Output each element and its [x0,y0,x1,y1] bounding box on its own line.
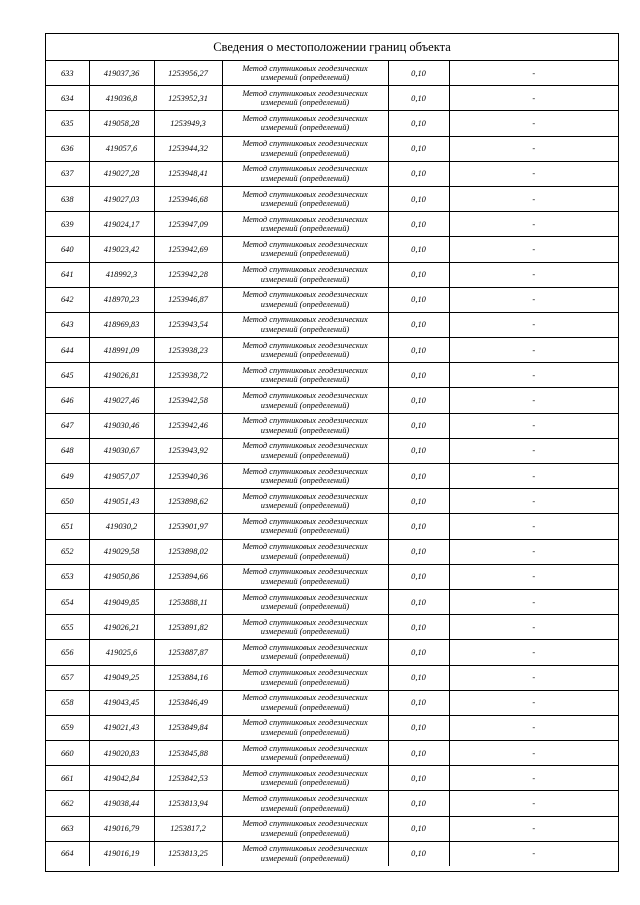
note-cell: - [449,413,618,438]
precision-cell: 0,10 [388,186,449,211]
note-cell: - [449,715,618,740]
method-cell [222,338,388,363]
y-coordinate-cell: 1253942,58 [154,388,222,413]
x-coordinate-cell: 419030,67 [89,438,154,463]
point-number-cell: 643 [46,312,89,337]
y-coordinate-cell: 1253940,36 [154,464,222,489]
note-cell: - [449,766,618,791]
precision-cell: 0,10 [388,816,449,841]
method-cell [222,539,388,564]
method-cell [222,791,388,816]
table-row [46,766,618,791]
y-coordinate-cell: 1253944,32 [154,136,222,161]
point-number-cell: 663 [46,816,89,841]
y-coordinate-cell: 1253849,84 [154,715,222,740]
x-coordinate-cell: 419016,19 [89,841,154,866]
precision-cell: 0,10 [388,791,449,816]
method-line-1: Метод спутниковых геодезических [242,642,368,652]
table-row [46,665,618,690]
method-line-1: Метод спутниковых геодезических [242,819,368,829]
method-line-2: измерений (определений) [260,299,350,309]
x-coordinate-cell: 419027,28 [89,161,154,186]
method-line-1: Метод спутниковых геодезических [242,290,368,300]
method-line-1: Метод спутниковых геодезических [242,441,368,451]
method-line-2: измерений (определений) [260,450,350,460]
method-line-2: измерений (определений) [260,627,350,637]
x-coordinate-cell: 419016,79 [89,816,154,841]
y-coordinate-cell: 1253942,69 [154,237,222,262]
table-row [46,564,618,589]
table-row [46,816,618,841]
note-cell: - [449,388,618,413]
method-line-1: Метод спутниковых геодезических [242,693,368,703]
method-line-1: Метод спутниковых геодезических [242,542,368,552]
precision-cell: 0,10 [388,464,449,489]
table-row [46,262,618,287]
precision-cell: 0,10 [388,741,449,766]
note-cell: - [449,161,618,186]
table-row [46,287,618,312]
method-cell [222,161,388,186]
x-coordinate-cell: 419049,25 [89,665,154,690]
note-cell: - [449,816,618,841]
method-line-2: измерений (определений) [260,602,350,612]
y-coordinate-cell: 1253842,53 [154,766,222,791]
method-line-1: Метод спутниковых геодезических [242,491,368,501]
table-row [46,640,618,665]
point-number-cell: 661 [46,766,89,791]
method-line-1: Метод спутниковых геодезических [242,718,368,728]
y-coordinate-cell: 1253845,88 [154,741,222,766]
table-row [46,589,618,614]
method-cell [222,665,388,690]
y-coordinate-cell: 1253887,87 [154,640,222,665]
method-line-1: Метод спутниковых геодезических [242,164,368,174]
precision-cell: 0,10 [388,615,449,640]
x-coordinate-cell: 418992,3 [89,262,154,287]
method-line-2: измерений (определений) [260,778,350,788]
method-line-1: Метод спутниковых геодезических [242,844,368,854]
point-number-cell: 633 [46,61,89,86]
x-coordinate-cell: 419057,6 [89,136,154,161]
note-cell: - [449,589,618,614]
point-number-cell: 648 [46,438,89,463]
note-cell: - [449,564,618,589]
document-sheet [45,33,619,872]
method-line-1: Метод спутниковых геодезических [242,189,368,199]
precision-cell: 0,10 [388,539,449,564]
table-row [46,715,618,740]
method-line-1: Метод спутниковых геодезических [242,315,368,325]
precision-cell: 0,10 [388,86,449,111]
note-cell: - [449,791,618,816]
method-cell [222,766,388,791]
table-row [46,86,618,111]
y-coordinate-cell: 1253938,23 [154,338,222,363]
method-line-1: Метод спутниковых геодезических [242,416,368,426]
method-cell [222,715,388,740]
note-cell: - [449,665,618,690]
method-cell [222,111,388,136]
method-line-2: измерений (определений) [260,526,350,536]
note-cell: - [449,690,618,715]
method-line-1: Метод спутниковых геодезических [242,139,368,149]
point-number-cell: 645 [46,363,89,388]
point-number-cell: 642 [46,287,89,312]
precision-cell: 0,10 [388,212,449,237]
point-number-cell: 634 [46,86,89,111]
point-number-cell: 641 [46,262,89,287]
point-number-cell: 640 [46,237,89,262]
table-row [46,338,618,363]
method-line-1: Метод спутниковых геодезических [242,668,368,678]
y-coordinate-cell: 1253884,16 [154,665,222,690]
method-line-2: измерений (определений) [260,199,350,209]
table-row [46,489,618,514]
precision-cell: 0,10 [388,665,449,690]
x-coordinate-cell: 419030,46 [89,413,154,438]
precision-cell: 0,10 [388,640,449,665]
precision-cell: 0,10 [388,262,449,287]
method-line-2: измерений (определений) [260,652,350,662]
method-cell [222,61,388,86]
precision-cell: 0,10 [388,514,449,539]
x-coordinate-cell: 419026,21 [89,615,154,640]
x-coordinate-cell: 419030,2 [89,514,154,539]
method-cell [222,363,388,388]
method-line-2: измерений (определений) [260,375,350,385]
point-number-cell: 638 [46,186,89,211]
method-cell [222,86,388,111]
point-number-cell: 644 [46,338,89,363]
y-coordinate-cell: 1253946,68 [154,186,222,211]
point-number-cell: 653 [46,564,89,589]
point-number-cell: 660 [46,741,89,766]
method-line-2: измерений (определений) [260,677,350,687]
note-cell: - [449,212,618,237]
y-coordinate-cell: 1253846,49 [154,690,222,715]
note-cell: - [449,363,618,388]
method-line-1: Метод спутниковых геодезических [242,768,368,778]
precision-cell: 0,10 [388,841,449,866]
method-line-1: Метод спутниковых геодезических [242,794,368,804]
point-number-cell: 651 [46,514,89,539]
y-coordinate-cell: 1253813,25 [154,841,222,866]
method-line-1: Метод спутниковых геодезических [242,391,368,401]
y-coordinate-cell: 1253888,11 [154,589,222,614]
point-number-cell: 639 [46,212,89,237]
method-line-2: измерений (определений) [260,727,350,737]
note-cell: - [449,86,618,111]
x-coordinate-cell: 419043,45 [89,690,154,715]
method-cell [222,741,388,766]
x-coordinate-cell: 419024,17 [89,212,154,237]
method-line-1: Метод спутниковых геодезических [242,239,368,249]
note-cell: - [449,841,618,866]
table-title: Сведения о местоположении границ объекта [46,34,618,61]
x-coordinate-cell: 419042,84 [89,766,154,791]
method-line-2: измерений (определений) [260,702,350,712]
precision-cell: 0,10 [388,111,449,136]
note-cell: - [449,464,618,489]
method-line-1: Метод спутниковых геодезических [242,63,368,73]
x-coordinate-cell: 419027,46 [89,388,154,413]
note-cell: - [449,136,618,161]
table-row [46,514,618,539]
y-coordinate-cell: 1253942,28 [154,262,222,287]
note-cell: - [449,186,618,211]
y-coordinate-cell: 1253938,72 [154,363,222,388]
table-row [46,161,618,186]
method-cell [222,816,388,841]
x-coordinate-cell: 419023,42 [89,237,154,262]
x-coordinate-cell: 419049,85 [89,589,154,614]
method-line-2: измерений (определений) [260,173,350,183]
table-row [46,791,618,816]
y-coordinate-cell: 1253894,66 [154,564,222,589]
note-cell: - [449,312,618,337]
table-row [46,186,618,211]
precision-cell: 0,10 [388,388,449,413]
method-line-1: Метод спутниковых геодезических [242,516,368,526]
y-coordinate-cell: 1253942,46 [154,413,222,438]
method-line-2: измерений (определений) [260,249,350,259]
x-coordinate-cell: 419051,43 [89,489,154,514]
method-line-1: Метод спутниковых геодезических [242,617,368,627]
method-cell [222,514,388,539]
method-cell [222,413,388,438]
method-line-2: измерений (определений) [260,274,350,284]
x-coordinate-cell: 419036,8 [89,86,154,111]
method-line-1: Метод спутниковых геодезических [242,88,368,98]
point-number-cell: 657 [46,665,89,690]
table-row [46,539,618,564]
precision-cell: 0,10 [388,287,449,312]
method-cell [222,388,388,413]
method-line-2: измерений (определений) [260,476,350,486]
point-number-cell: 646 [46,388,89,413]
method-cell [222,615,388,640]
point-number-cell: 654 [46,589,89,614]
point-number-cell: 647 [46,413,89,438]
table-row [46,237,618,262]
note-cell: - [449,615,618,640]
table-row [46,438,618,463]
table-row [46,212,618,237]
x-coordinate-cell: 419025,6 [89,640,154,665]
method-line-1: Метод спутниковых геодезических [242,113,368,123]
table-row [46,690,618,715]
point-number-cell: 635 [46,111,89,136]
y-coordinate-cell: 1253898,62 [154,489,222,514]
table-row [46,61,618,86]
y-coordinate-cell: 1253943,54 [154,312,222,337]
method-cell [222,262,388,287]
method-line-1: Метод спутниковых геодезических [242,567,368,577]
note-cell: - [449,61,618,86]
method-cell [222,237,388,262]
note-cell: - [449,287,618,312]
precision-cell: 0,10 [388,766,449,791]
note-cell: - [449,338,618,363]
method-line-2: измерений (определений) [260,350,350,360]
method-cell [222,640,388,665]
method-line-1: Метод спутниковых геодезических [242,340,368,350]
precision-cell: 0,10 [388,161,449,186]
y-coordinate-cell: 1253952,31 [154,86,222,111]
precision-cell: 0,10 [388,237,449,262]
point-number-cell: 655 [46,615,89,640]
note-cell: - [449,438,618,463]
precision-cell: 0,10 [388,136,449,161]
precision-cell: 0,10 [388,312,449,337]
method-line-2: измерений (определений) [260,148,350,158]
precision-cell: 0,10 [388,61,449,86]
method-cell [222,438,388,463]
method-line-1: Метод спутниковых геодезических [242,466,368,476]
method-line-2: измерений (определений) [260,828,350,838]
point-number-cell: 637 [46,161,89,186]
precision-cell: 0,10 [388,690,449,715]
y-coordinate-cell: 1253813,94 [154,791,222,816]
table-row [46,413,618,438]
method-line-2: измерений (определений) [260,425,350,435]
y-coordinate-cell: 1253948,41 [154,161,222,186]
note-cell: - [449,514,618,539]
method-line-2: измерений (определений) [260,400,350,410]
note-cell: - [449,741,618,766]
method-cell [222,589,388,614]
point-number-cell: 649 [46,464,89,489]
precision-cell: 0,10 [388,438,449,463]
table-row [46,388,618,413]
method-line-2: измерений (определений) [260,551,350,561]
note-cell: - [449,489,618,514]
x-coordinate-cell: 419029,58 [89,539,154,564]
y-coordinate-cell: 1253898,02 [154,539,222,564]
precision-cell: 0,10 [388,589,449,614]
y-coordinate-cell: 1253817,2 [154,816,222,841]
x-coordinate-cell: 419038,44 [89,791,154,816]
point-number-cell: 664 [46,841,89,866]
table-row [46,312,618,337]
method-cell [222,186,388,211]
point-number-cell: 659 [46,715,89,740]
method-cell [222,841,388,866]
x-coordinate-cell: 418969,83 [89,312,154,337]
note-cell: - [449,262,618,287]
point-number-cell: 662 [46,791,89,816]
x-coordinate-cell: 419037,36 [89,61,154,86]
method-cell [222,136,388,161]
note-cell: - [449,539,618,564]
table-row [46,841,618,866]
method-line-2: измерений (определений) [260,123,350,133]
x-coordinate-cell: 419058,28 [89,111,154,136]
point-number-cell: 650 [46,489,89,514]
precision-cell: 0,10 [388,413,449,438]
table-row [46,464,618,489]
y-coordinate-cell: 1253946,87 [154,287,222,312]
method-line-2: измерений (определений) [260,324,350,334]
method-line-2: измерений (определений) [260,853,350,863]
precision-cell: 0,10 [388,363,449,388]
x-coordinate-cell: 418970,23 [89,287,154,312]
y-coordinate-cell: 1253943,92 [154,438,222,463]
table-row [46,111,618,136]
point-number-cell: 658 [46,690,89,715]
method-line-2: измерений (определений) [260,753,350,763]
method-line-2: измерений (определений) [260,576,350,586]
y-coordinate-cell: 1253956,27 [154,61,222,86]
method-cell [222,287,388,312]
point-number-cell: 656 [46,640,89,665]
point-number-cell: 652 [46,539,89,564]
x-coordinate-cell: 419021,43 [89,715,154,740]
y-coordinate-cell: 1253891,82 [154,615,222,640]
method-line-2: измерений (определений) [260,224,350,234]
method-cell [222,489,388,514]
x-coordinate-cell: 419027,03 [89,186,154,211]
y-coordinate-cell: 1253947,09 [154,212,222,237]
note-cell: - [449,237,618,262]
method-line-2: измерений (определений) [260,803,350,813]
method-cell [222,464,388,489]
point-number-cell: 636 [46,136,89,161]
method-cell [222,564,388,589]
note-cell: - [449,640,618,665]
precision-cell: 0,10 [388,338,449,363]
coordinates-table [46,61,618,866]
precision-cell: 0,10 [388,489,449,514]
method-cell [222,312,388,337]
precision-cell: 0,10 [388,715,449,740]
y-coordinate-cell: 1253949,3 [154,111,222,136]
table-row [46,741,618,766]
table-body [46,61,618,866]
method-cell [222,212,388,237]
method-line-1: Метод спутниковых геодезических [242,365,368,375]
table-row [46,136,618,161]
y-coordinate-cell: 1253901,97 [154,514,222,539]
x-coordinate-cell: 419057,07 [89,464,154,489]
method-cell [222,690,388,715]
precision-cell: 0,10 [388,564,449,589]
x-coordinate-cell: 419026,81 [89,363,154,388]
method-line-1: Метод спутниковых геодезических [242,265,368,275]
x-coordinate-cell: 419020,83 [89,741,154,766]
method-line-1: Метод спутниковых геодезических [242,592,368,602]
method-line-2: измерений (определений) [260,501,350,511]
note-cell: - [449,111,618,136]
method-line-1: Метод спутниковых геодезических [242,214,368,224]
method-line-2: измерений (определений) [260,98,350,108]
table-row [46,363,618,388]
x-coordinate-cell: 419050,86 [89,564,154,589]
table-row [46,615,618,640]
method-line-1: Метод спутниковых геодезических [242,743,368,753]
x-coordinate-cell: 418991,09 [89,338,154,363]
method-line-2: измерений (определений) [260,73,350,83]
